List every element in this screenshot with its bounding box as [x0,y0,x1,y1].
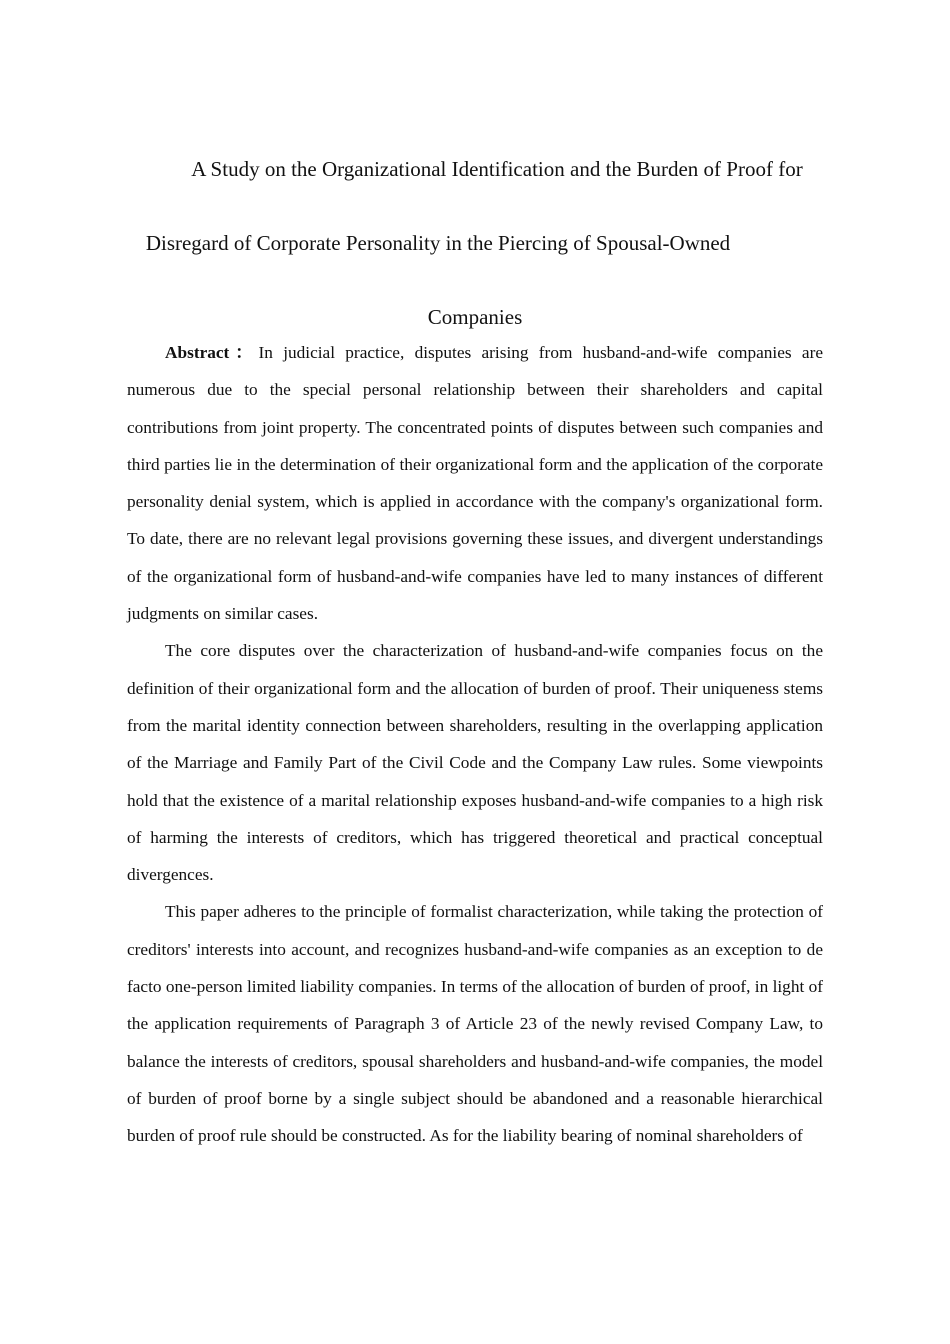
abstract-label: Abstract： [165,343,259,362]
paper-title [127,132,823,354]
abstract-paragraph-2: The core disputes over the characterization of husband-and-wife companies focus on the definition of their organizational form and the allocation of burden of proof. Their uniqueness stems from the marital identity connection between shareholders, resulting in the overlapping application of the Marriage and Family Part of the Civil Code and the Company Law rules. Some viewpoints hold that the existence of a marital relationship exposes husband-and-wife companies to a high risk of harming the interests of creditors, which has triggered theoretical and practical conceptual divergences. [127,641,823,885]
title-line-2: Disregard of Corporate Personality in the Piercing of Spousal-Owned [145,231,731,255]
title-line-1: A Study on the Organizational Identification and the Burden of Proof for [191,157,803,181]
abstract-paragraph-3: This paper adheres to the principle of formalist characterization, while taking the protection of creditors' interests into account, and recognizes husband-and-wife companies as an exception to de facto one-person limited liability companies. In terms of the allocation of burden of proof, in light of the application requirements of Paragraph 3 of Article 23 of the newly revised Company Law, to balance the interests of creditors, spousal shareholders and husband-and-wife companies, the model of burden of proof borne by a single subject should be abandoned and a reasonable hierarchical burden of proof rule should be constructed. As for the liability bearing of nominal shareholders of [127,902,823,1146]
abstract-paragraph-1-text: In judicial practice, disputes arising from husband-and-wife companies are numerous due to the special personal relationship between their shareholders and capital contributions from joint property. The concentrated points of disputes between such companies and third parties lie in the determination of their organizational form and the application of the corporate personality denial system, which is applied in accordance with the company's organizational form. To date, there are no relevant legal provisions governing these issues, and divergent understandings of the organizational form of husband-and-wife companies have led to many instances of different judgments on similar cases. [127,343,823,624]
title-line-3: Companies [427,305,523,329]
abstract-paragraph-1 [127,334,823,632]
abstract-body [127,334,823,1155]
